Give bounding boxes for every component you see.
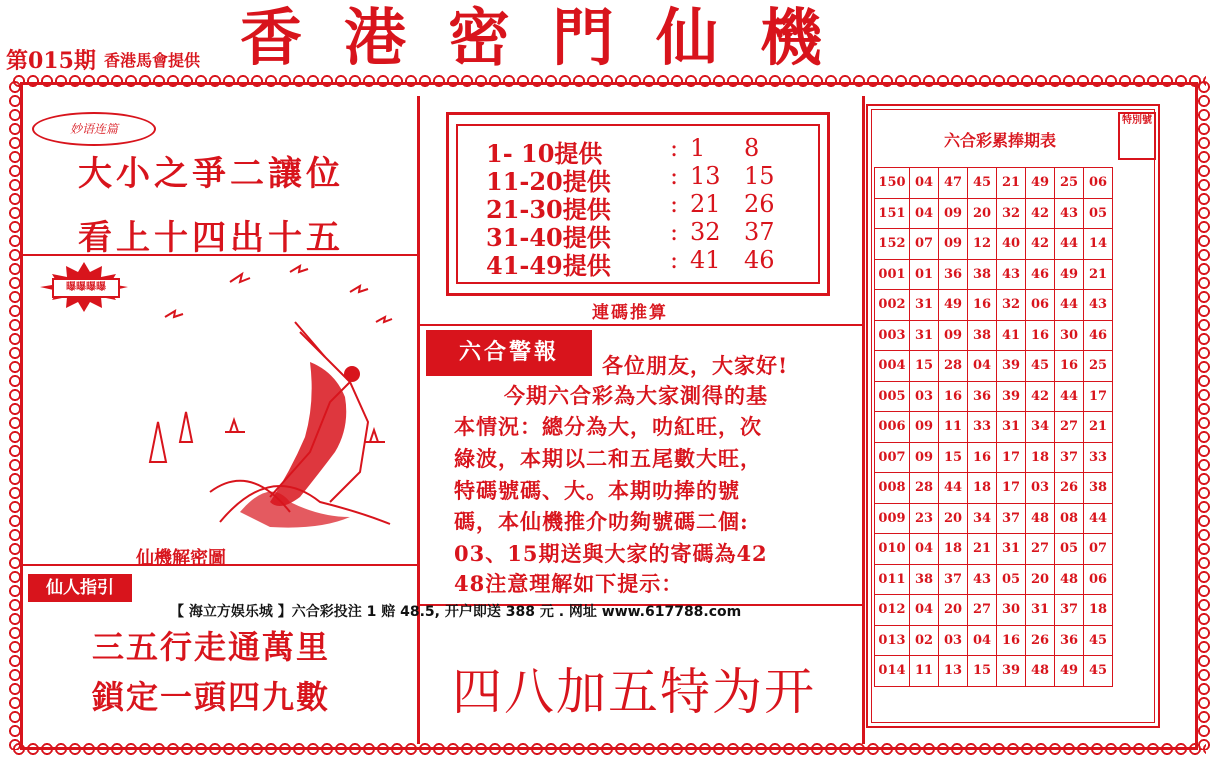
- number-cell: 48: [1026, 503, 1055, 534]
- number-cell: 26: [1055, 473, 1084, 504]
- number-cell: 32: [997, 290, 1026, 321]
- number-cell: 38: [968, 320, 997, 351]
- provide-row-label: 41-49提供: [486, 251, 611, 280]
- number-cell: 23: [910, 503, 939, 534]
- number-cell: 39: [997, 351, 1026, 382]
- immortal-drawing: [120, 262, 410, 540]
- number-cell: 20: [1026, 564, 1055, 595]
- number-cell: 43: [997, 259, 1026, 290]
- provide-row-label: 21-30提供: [486, 195, 611, 224]
- provide-value-a: 32: [690, 218, 721, 246]
- provide-value-b: 26: [744, 190, 775, 218]
- number-cell: 42: [1026, 229, 1055, 260]
- number-cell: 09: [910, 412, 939, 443]
- number-cell: 26: [1026, 625, 1055, 656]
- number-cell: 36: [968, 381, 997, 412]
- number-cell: 41: [997, 320, 1026, 351]
- issue-cell: 013: [875, 625, 910, 656]
- number-cell: 42: [1026, 198, 1055, 229]
- number-cell: 34: [1026, 412, 1055, 443]
- table-row: [875, 381, 1113, 412]
- issue-cell: 002: [875, 290, 910, 321]
- alert-line: 碼，本仙機推介叻夠號碼二個:: [454, 509, 749, 534]
- left-top-line1: 大小之爭二讓位: [78, 154, 344, 194]
- special-number-cell: 06: [1084, 564, 1113, 595]
- number-cell: 15: [910, 351, 939, 382]
- guide-tag: 仙人指引: [28, 574, 132, 602]
- number-cell: 04: [910, 198, 939, 229]
- number-cell: 06: [1026, 290, 1055, 321]
- bird-icon: [290, 266, 308, 272]
- results-table: [874, 167, 1113, 687]
- number-cell: 36: [1055, 625, 1084, 656]
- bird-icon: [165, 311, 183, 317]
- alert-line: 特碼號碼、大。本期叻捧的號: [454, 478, 740, 503]
- number-cell: 38: [910, 564, 939, 595]
- number-cell: 48: [1026, 656, 1055, 687]
- special-number-cell: 21: [1084, 259, 1113, 290]
- provide-colon: :: [670, 190, 679, 218]
- number-cell: 28: [910, 473, 939, 504]
- number-cell: 39: [997, 381, 1026, 412]
- table-row: [875, 595, 1113, 626]
- number-cell: 04: [910, 534, 939, 565]
- number-cell: 30: [997, 595, 1026, 626]
- provide-row-label: 31-40提供: [486, 223, 611, 252]
- number-cell: 37: [997, 503, 1026, 534]
- provide-value-a: 21: [690, 190, 721, 218]
- number-cell: 36: [939, 259, 968, 290]
- page-title: 香港密門仙機: [240, 1, 865, 74]
- special-number-cell: 14: [1084, 229, 1113, 260]
- number-cell: 31: [997, 412, 1026, 443]
- number-cell: 33: [968, 412, 997, 443]
- divider-left: [417, 96, 420, 744]
- number-cell: 27: [1026, 534, 1055, 565]
- number-cell: 40: [997, 229, 1026, 260]
- number-cell: 27: [1055, 412, 1084, 443]
- number-cell: 31: [910, 320, 939, 351]
- ad-banner[interactable]: 【 海立方娱乐城 】六合彩投注 1 赔 48.5, 开户即送 388 元 . 网址 www.617788.com: [170, 604, 742, 620]
- number-cell: 18: [968, 473, 997, 504]
- number-cell: 16: [1055, 351, 1084, 382]
- provide-value-b: 46: [744, 246, 775, 274]
- number-cell: 11: [939, 412, 968, 443]
- special-number-cell: 45: [1084, 625, 1113, 656]
- alert-line: 48注意理解如下提示：: [454, 571, 684, 596]
- number-cell: 21: [997, 168, 1026, 199]
- provide-colon: :: [670, 218, 679, 246]
- issue-cell: 007: [875, 442, 910, 473]
- special-number-cell: 25: [1084, 351, 1113, 382]
- issue-cell: 152: [875, 229, 910, 260]
- issue-cell: 151: [875, 198, 910, 229]
- number-cell: 03: [910, 381, 939, 412]
- special-number-cell: 44: [1084, 503, 1113, 534]
- number-cell: 03: [939, 625, 968, 656]
- number-cell: 47: [939, 168, 968, 199]
- number-cell: 37: [1055, 595, 1084, 626]
- handwritten-hint: 四八加五特为开: [452, 663, 816, 721]
- number-cell: 20: [939, 595, 968, 626]
- number-cell: 12: [968, 229, 997, 260]
- special-number-cell: 46: [1084, 320, 1113, 351]
- number-cell: 02: [910, 625, 939, 656]
- number-cell: 48: [1055, 564, 1084, 595]
- table-row: [875, 625, 1113, 656]
- number-cell: 44: [939, 473, 968, 504]
- table-row: [875, 229, 1113, 260]
- table-row: [875, 503, 1113, 534]
- issue-cell: 150: [875, 168, 910, 199]
- number-cell: 08: [1055, 503, 1084, 534]
- issue-cell: 012: [875, 595, 910, 626]
- provide-value-a: 13: [690, 162, 721, 190]
- provide-row-label: 11-20提供: [486, 167, 611, 196]
- number-cell: 05: [1055, 534, 1084, 565]
- number-cell: 21: [968, 534, 997, 565]
- number-cell: 43: [1055, 198, 1084, 229]
- number-cell: 04: [968, 625, 997, 656]
- issue-cell: 010: [875, 534, 910, 565]
- number-cell: 39: [997, 656, 1026, 687]
- table-row: [875, 320, 1113, 351]
- table-row: [875, 534, 1113, 565]
- number-cell: 34: [968, 503, 997, 534]
- special-number-cell: 17: [1084, 381, 1113, 412]
- number-cell: 45: [1026, 351, 1055, 382]
- number-cell: 44: [1055, 229, 1084, 260]
- provide-row-label: 1- 10提供: [486, 139, 603, 168]
- left-bottom-line1: 三五行走通萬里: [92, 628, 331, 666]
- issue-cell: 003: [875, 320, 910, 351]
- alert-line: 各位朋友，大家好!: [602, 353, 789, 378]
- special-number-cell: 06: [1084, 168, 1113, 199]
- number-cell: 09: [939, 320, 968, 351]
- number-cell: 16: [997, 625, 1026, 656]
- provide-value-b: 15: [744, 162, 775, 190]
- alert-line: 03、15期送與大家的寄碼為42: [454, 541, 768, 566]
- number-cell: 49: [1055, 656, 1084, 687]
- number-cell: 16: [968, 290, 997, 321]
- number-cell: 30: [1055, 320, 1084, 351]
- left-bottom-line2: 鎖定一頭四九數: [92, 678, 331, 716]
- provide-value-a: 41: [690, 246, 721, 274]
- number-cell: 13: [939, 656, 968, 687]
- special-number-cell: 18: [1084, 595, 1113, 626]
- number-cell: 43: [968, 564, 997, 595]
- issue-cell: 004: [875, 351, 910, 382]
- number-cell: 16: [968, 442, 997, 473]
- star-label: 曝曝曝曝: [52, 278, 120, 298]
- number-cell: 17: [997, 442, 1026, 473]
- number-cell: 15: [939, 442, 968, 473]
- issue-cell: 014: [875, 656, 910, 687]
- number-cell: 31: [997, 534, 1026, 565]
- provide-value-a: 1: [690, 134, 706, 162]
- table-row: [875, 473, 1113, 504]
- number-cell: 07: [910, 229, 939, 260]
- alert-line: 今期六合彩為大家測得的基: [504, 383, 768, 408]
- number-cell: 25: [1055, 168, 1084, 199]
- number-cell: 04: [910, 168, 939, 199]
- provide-value-b: 8: [744, 134, 760, 162]
- number-cell: 17: [997, 473, 1026, 504]
- issue-cell: 009: [875, 503, 910, 534]
- bird-icon: [350, 286, 368, 292]
- border-right-scallop: [1197, 80, 1211, 750]
- number-cell: 32: [997, 198, 1026, 229]
- number-cell: 03: [1026, 473, 1055, 504]
- number-cell: 49: [1026, 168, 1055, 199]
- divider-mid: [419, 324, 863, 326]
- special-number-cell: 33: [1084, 442, 1113, 473]
- bird-icon: [376, 317, 392, 322]
- number-cell: 44: [1055, 290, 1084, 321]
- special-number-cell: 07: [1084, 534, 1113, 565]
- left-top-line2: 看上十四出十五: [78, 218, 344, 258]
- alert-line: 本情況：總分為大，叻紅旺，次: [454, 414, 762, 439]
- table-row: [875, 259, 1113, 290]
- special-number-tag: 特別號: [1118, 112, 1156, 160]
- number-cell: 44: [1055, 381, 1084, 412]
- number-cell: 16: [1026, 320, 1055, 351]
- number-cell: 42: [1026, 381, 1055, 412]
- number-cell: 37: [1055, 442, 1084, 473]
- issue-number: 第015期: [6, 48, 96, 74]
- table-row: [875, 412, 1113, 443]
- number-cell: 31: [1026, 595, 1055, 626]
- issue-cell: 005: [875, 381, 910, 412]
- issue-cell: 008: [875, 473, 910, 504]
- number-cell: 20: [968, 198, 997, 229]
- drawing-caption: 仙機解密圖: [136, 548, 226, 569]
- alert-tag: 六合警報: [426, 330, 592, 376]
- table-row: [875, 564, 1113, 595]
- special-number-cell: 43: [1084, 290, 1113, 321]
- number-cell: 37: [939, 564, 968, 595]
- number-cell: 04: [910, 595, 939, 626]
- number-cell: 11: [910, 656, 939, 687]
- number-cell: 18: [939, 534, 968, 565]
- special-number-cell: 21: [1084, 412, 1113, 443]
- number-cell: 28: [939, 351, 968, 382]
- number-cell: 49: [939, 290, 968, 321]
- table-row: [875, 351, 1113, 382]
- number-cell: 20: [939, 503, 968, 534]
- number-cell: 18: [1026, 442, 1055, 473]
- number-cell: 09: [939, 229, 968, 260]
- number-cell: 15: [968, 656, 997, 687]
- number-cell: 09: [939, 198, 968, 229]
- provide-colon: :: [670, 246, 679, 274]
- number-cell: 31: [910, 290, 939, 321]
- bird-icon: [230, 274, 250, 282]
- issue-cell: 006: [875, 412, 910, 443]
- divider-right: [862, 96, 865, 744]
- special-number-cell: 05: [1084, 198, 1113, 229]
- table-row: [875, 198, 1113, 229]
- issue-cell: 001: [875, 259, 910, 290]
- number-cell: 38: [968, 259, 997, 290]
- provide-value-b: 37: [744, 218, 775, 246]
- table-row: [875, 442, 1113, 473]
- issue-cell: 011: [875, 564, 910, 595]
- special-number-cell: 38: [1084, 473, 1113, 504]
- badge-oval: 妙语连篇: [32, 112, 156, 146]
- number-cell: 16: [939, 381, 968, 412]
- number-cell: 45: [968, 168, 997, 199]
- provide-caption: 連碼推算: [592, 303, 668, 323]
- special-number-cell: 45: [1084, 656, 1113, 687]
- table-row: [875, 290, 1113, 321]
- provide-colon: :: [670, 134, 679, 162]
- number-cell: 46: [1026, 259, 1055, 290]
- provider-label: 香港馬會提供: [104, 51, 201, 70]
- provide-colon: :: [670, 162, 679, 190]
- alert-line: 綠波，本期以二和五尾數大旺，: [454, 446, 762, 471]
- number-cell: 04: [968, 351, 997, 382]
- number-cell: 09: [910, 442, 939, 473]
- results-title: 六合彩累捧期表: [943, 131, 1056, 150]
- number-cell: 49: [1055, 259, 1084, 290]
- table-row: [875, 656, 1113, 687]
- number-cell: 05: [997, 564, 1026, 595]
- number-cell: 01: [910, 259, 939, 290]
- table-row: [875, 168, 1113, 199]
- number-cell: 27: [968, 595, 997, 626]
